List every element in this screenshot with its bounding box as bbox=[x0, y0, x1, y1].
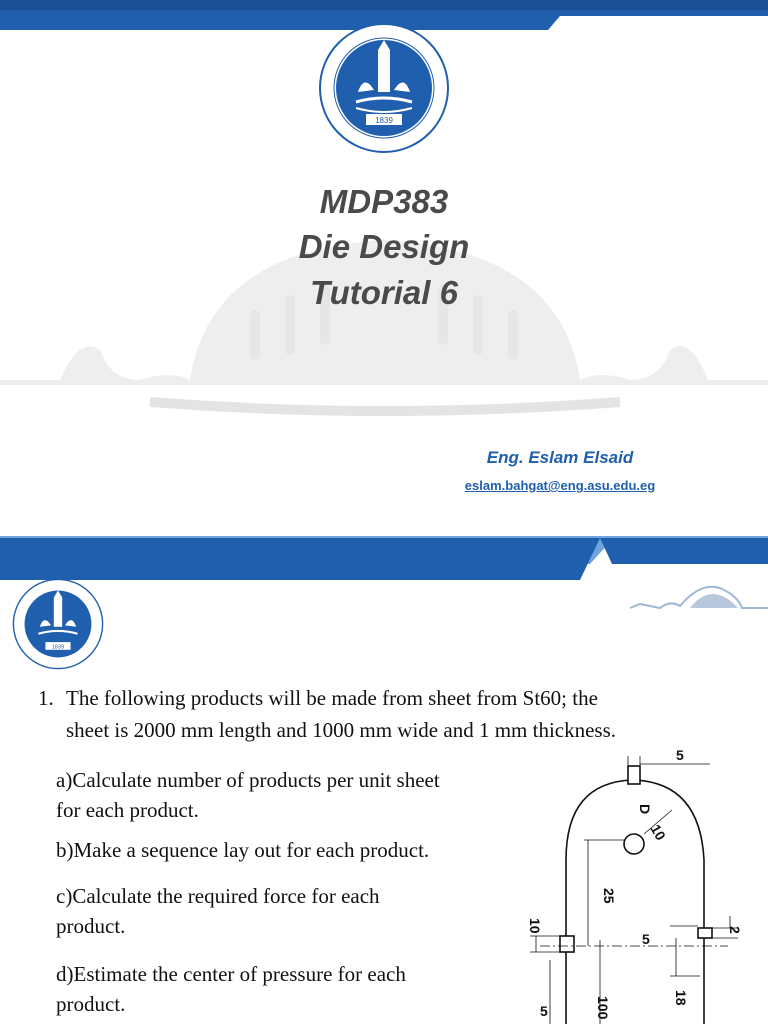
dim-left-5: 5 bbox=[540, 1003, 548, 1019]
dim-hole-diameter: 10 bbox=[647, 821, 670, 843]
dim-100: 100 bbox=[595, 996, 611, 1020]
author-email[interactable]: eslam.bahgat@eng.asu.edu.eg bbox=[464, 478, 656, 493]
course-code: MDP383 bbox=[319, 183, 449, 220]
dim-d: D bbox=[637, 804, 653, 815]
part-b-line-1: b)Make a sequence lay out for each product. bbox=[56, 838, 430, 862]
part-a-line-1: a)Calculate number of products per unit sheet bbox=[56, 768, 440, 792]
dim-right-2: 2 bbox=[727, 926, 743, 934]
part-d-line-1: d)Estimate the center of pressure for each bbox=[56, 962, 406, 986]
content-banner bbox=[0, 512, 768, 612]
question-number: 1. bbox=[38, 686, 54, 710]
question-line-2: sheet is 2000 mm length and 1000 mm wide and 1 mm thickness. bbox=[66, 718, 617, 742]
course-name: Die Design bbox=[298, 228, 470, 265]
part-c-line-1: c)Calculate the required force for each bbox=[56, 884, 380, 908]
tutorial-title: Tutorial 6 bbox=[310, 274, 458, 311]
part-c-line-2: product. bbox=[56, 914, 126, 938]
author-name: Eng. Eslam Elsaid bbox=[486, 448, 634, 467]
dim-18: 18 bbox=[673, 990, 689, 1006]
part-d-line-2: product. bbox=[56, 992, 126, 1016]
part-drawing-icon bbox=[500, 750, 760, 1024]
dim-top-slot-width: 5 bbox=[676, 750, 684, 763]
part-a-line-2: for each product. bbox=[56, 798, 199, 822]
svg-text:1839: 1839 bbox=[51, 644, 65, 651]
university-seal-icon bbox=[318, 22, 450, 154]
content-slide bbox=[0, 512, 768, 1024]
dim-25: 25 bbox=[601, 888, 617, 904]
svg-text:1839: 1839 bbox=[375, 116, 393, 125]
university-seal-icon-small bbox=[12, 578, 104, 670]
dim-left-10: 10 bbox=[527, 918, 543, 934]
dim-right-5: 5 bbox=[642, 931, 650, 947]
question-line-1: The following products will be made from sheet from St60; the bbox=[66, 686, 598, 710]
